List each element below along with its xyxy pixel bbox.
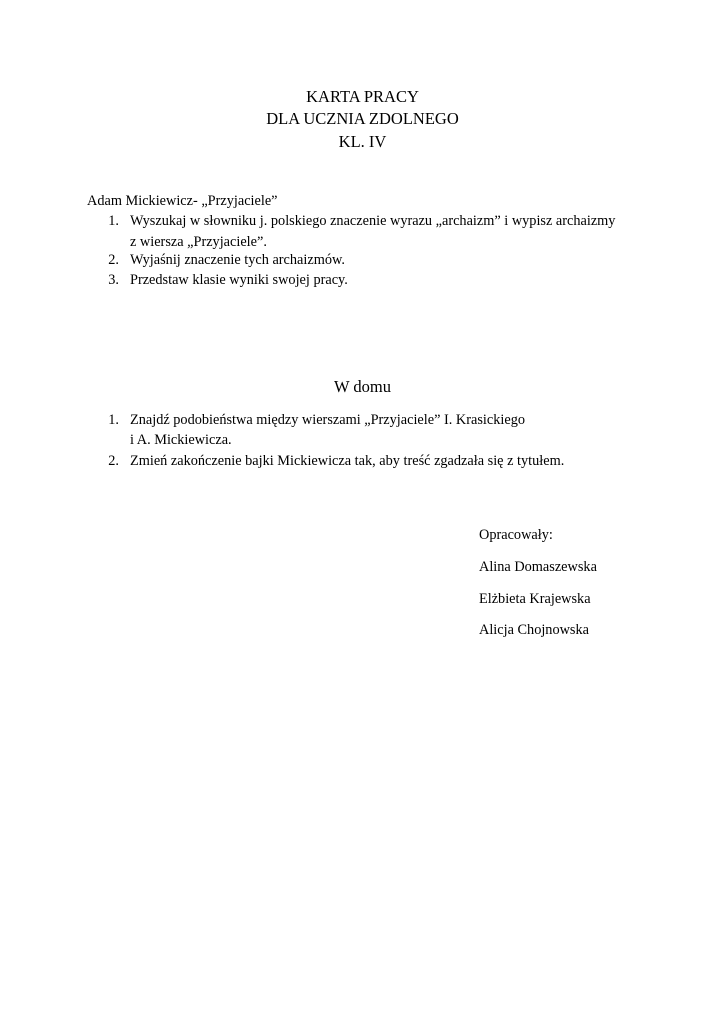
item-text-continued: i A. Mickiewicza.: [130, 432, 232, 448]
item-text-continued: z wiersza „Przyjaciele”.: [130, 234, 267, 250]
authors-label: Opracowały:: [479, 527, 553, 543]
author-name: Elżbieta Krajewska: [479, 591, 591, 607]
title-line-2: DLA UCZNIA ZDOLNEGO: [266, 109, 459, 128]
item-text: Wyszukaj w słowniku j. polskiego znaczenie wyrazu „archaizm” i wypisz archaizmy: [130, 213, 616, 229]
item-number: 3.: [108, 272, 119, 288]
item-text: Zmień zakończenie bajki Mickiewicza tak, aby treść zgadzała się z tytułem.: [130, 453, 565, 469]
item-text: Znajdź podobieństwa między wierszami „Przyjaciele” I. Krasickiego: [130, 412, 525, 428]
item-number: 1.: [108, 213, 119, 229]
homework-title: W domu: [334, 377, 391, 396]
author-name: Alina Domaszewska: [479, 559, 597, 575]
item-number: 1.: [108, 412, 119, 428]
title-line-1: KARTA PRACY: [306, 87, 419, 106]
author-name: Alicja Chojnowska: [479, 622, 589, 638]
item-text: Wyjaśnij znaczenie tych archaizmów.: [130, 252, 345, 268]
item-text: Przedstaw klasie wyniki swojej pracy.: [130, 272, 348, 288]
item-number: 2.: [108, 252, 119, 268]
subject-line: Adam Mickiewicz- „Przyjaciele”: [87, 193, 278, 209]
item-number: 2.: [108, 453, 119, 469]
title-line-3: KL. IV: [338, 132, 387, 151]
